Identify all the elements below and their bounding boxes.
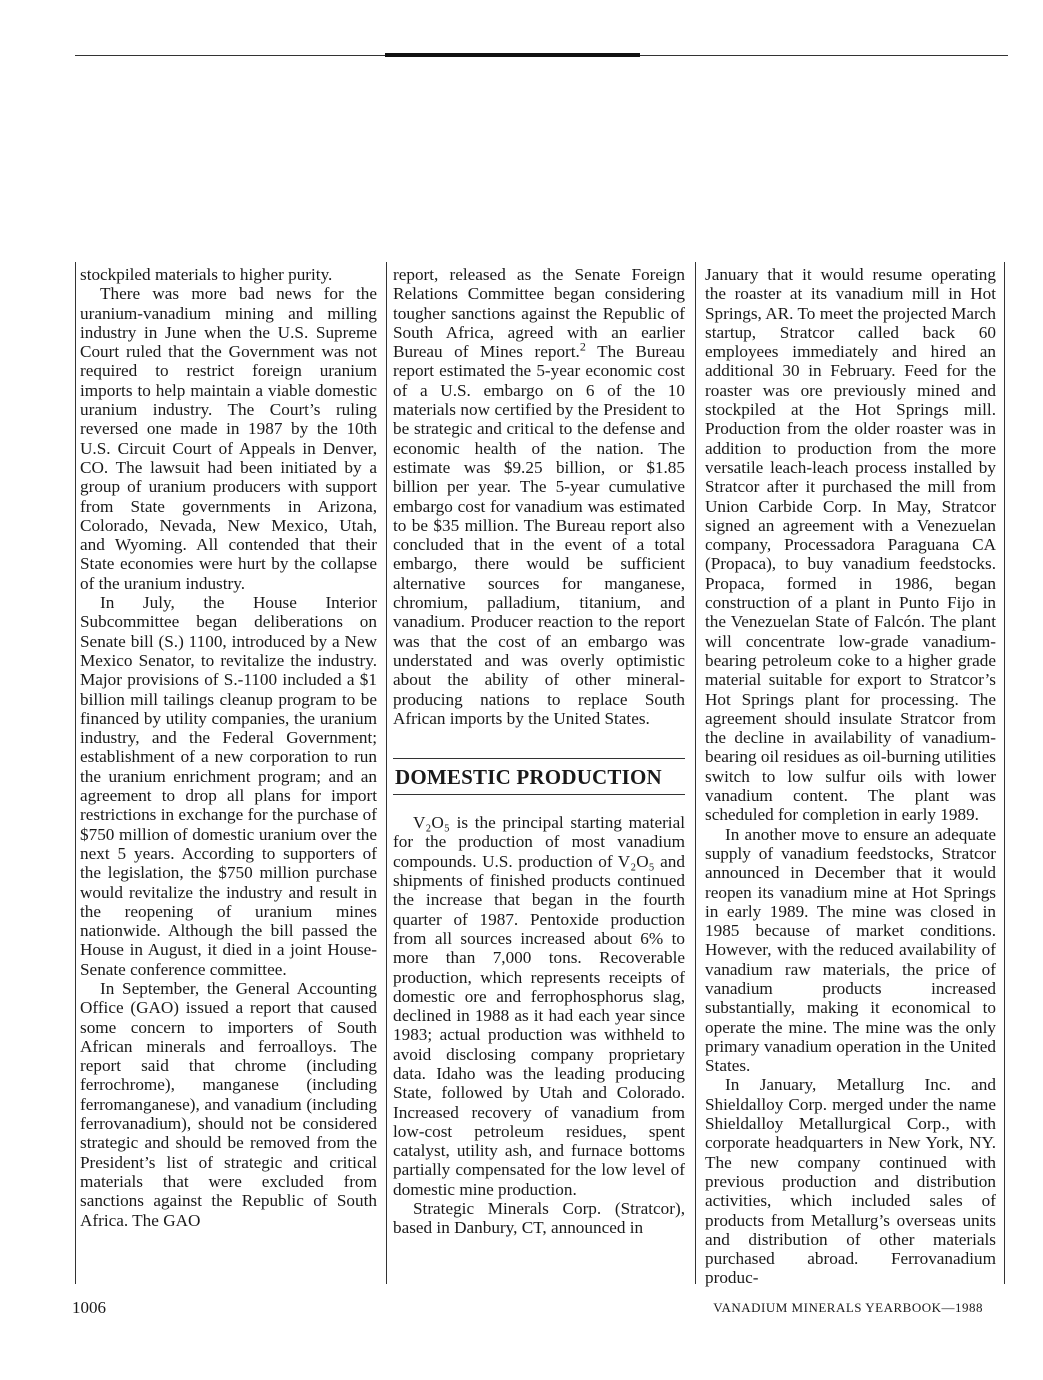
- paragraph-text: is the principal starting material for the production of most vanadium compounds. U.S. production of: [393, 813, 685, 871]
- paragraph: January that it would resume operating the roaster at its vanadium mill in Hot Springs, AR. To meet the projected March startup, Stratcor called back 60 employees immediately and hired an additional 30 in February. Feed for the roaster was ore previously mined and stockpiled at the Hot Springs mill. Production from the older roaster was in addition to production from the more versatile leach-leach process installed by Stratcor after it purchased the mill from Union Carbide Corp. In May, Stratcor signed an agreement with a Venezuelan company, Processadora Paraguana CA (Propaca), to buy vanadium feedstocks. Propaca, formed in 1986, began construction of a plant in Punto Fijo in the Venezuelan State of Falcón. The plant will concentrate low-grade vanadium-bearing petroleum coke to a higher grade material suitable for export to Stratcor’s Hot Springs plant for processing. The agreement should insulate Stratcor from the decline in availability of vanadium-bearing oil residues as oil-burning utilities switch to low sulfur oils with lower vanadium content. The plant was scheduled for completion in early 1989.: [705, 265, 996, 825]
- paragraph: In January, Metallurg Inc. and Shieldalloy Corp. merged under the name Shieldalloy Metallurgical Corp., with corporate headquarters in New York, NY. The new company continued with previous production and distribution activities, which included sales of products from Metallurg’s overseas units and distribution of other materials purchased abroad. Ferrovanadium produc-: [705, 1075, 996, 1288]
- column-divider: [386, 262, 387, 1284]
- text-column-2: [393, 265, 685, 1238]
- text-column-1: [80, 265, 377, 1230]
- footnote-ref: 2: [579, 339, 586, 354]
- paragraph-text: and shipments of finished products continued the increase that began in the fourth quarter of 1987. Pentoxide production from all sources increased about 6% to more than 7,000 tons. Recoverable production, which represents receipts of domestic ore and ferrophosphorus slag, declined in 1988 as it had each year since 1983; actual production was withheld to avoid disclosing company proprietary data. Idaho was the leading producing State, followed by Utah and Colorado. Increased recovery of vanadium from low-cost petroleum residues, spent catalyst, utility ash, and furnace bottoms partially compensated for the low level of domestic mine production.: [393, 851, 685, 1199]
- paragraph-text: report, released as the Senate Foreign Relations Committee began considering tougher sanctions against the Republic of South Africa, agreed with an earlier Bureau of Mines report.: [393, 265, 685, 362]
- paragraph: Strategic Minerals Corp. (Stratcor), based in Danbury, CT, announced in: [393, 1199, 685, 1238]
- page-number: 1006: [72, 1298, 106, 1317]
- paragraph: [393, 813, 685, 1199]
- paragraph: In September, the General Accounting Office (GAO) issued a report that caused some concern to importers of South African minerals and ferroalloys. The report said that chrome (including ferrochrome), manganese (including ferromanganese), and vanadium (including ferrovanadium), should not be considered strategic and should be removed from the President’s list of strategic and critical materials that were excluded from sanctions against the Republic of South Africa. The GAO: [80, 978, 377, 1230]
- paragraph: stockpiled materials to higher purity.: [80, 265, 333, 284]
- paragraph: [393, 265, 685, 728]
- column-divider: [695, 262, 696, 1284]
- paragraph: In another move to ensure an adequate supply of vanadium feedstocks, Stratcor announced in December that it would reopen its vanadium mine at Hot Springs in early 1989. The mine was closed in 1985 because of market conditions. However, with the reduced availability of vanadium raw materials, the price of vanadium products increased substantially, making it economical to operate the mine. The mine was the only primary vanadium operation in the United States.: [705, 824, 996, 1076]
- running-title: VANADIUM MINERALS YEARBOOK—1988: [713, 1300, 983, 1315]
- column-divider: [75, 262, 76, 1284]
- paragraph: In July, the House Interior Subcommittee began deliberations on Senate bill (S.) 1100, introduced by a New Mexico Senator, to revitalize the industry. Major provisions of S.-1100 included a $1 billion mill tailings cleanup program to be financed by utility companies, the uranium industry, and the Federal Government; establishment of a new corporation to run the uranium enrichment program; and an agreement to drop all plans for import restrictions in exchange for the purchase of $750 million of domestic uranium over the next 5 years. According to supporters of the legislation, the $750 million purchase would revitalize the industry and result in the reopening of uranium mines nationwide. Although the bill passed the House in August, it died in a joint House-Senate conference committee.: [80, 593, 377, 979]
- text-column-3: [705, 265, 996, 1288]
- section-heading: DOMESTIC PRODUCTION: [393, 758, 685, 795]
- formula: V₂O₅: [617, 851, 655, 871]
- formula: V₂O₅: [413, 813, 450, 833]
- column-divider: [1004, 262, 1005, 1284]
- paragraph: There was more bad news for the uranium-vanadium mining and milling industry in June when the U.S. Supreme Court ruled that the Government was not required to restrict foreign uranium imports to help maintain a viable domestic uranium industry. The Court’s ruling reversed one made in 1987 by the 10th U.S. Circuit Court of Appeals in Denver, CO. The lawsuit had been initiated by a group of uranium producers with support from State governments in Arizona, Colorado, Nevada, New Mexico, Utah, and Wyoming. All contended that their State economies were hurt by the collapse of the uranium industry.: [80, 284, 377, 593]
- top-rule-accent: [385, 53, 640, 57]
- paragraph-text: The Bureau report estimated the 5-year economic cost of a U.S. embargo on 6 of the 10 materials now certified by the President to be strategic and critical to the defense and economic health of the nation. The estimate was $9.25 billion, or $1.85 billion per year. The 5-year cumulative embargo cost for vanadium was estimated to be $35 million. The Bureau report also concluded that in the event of a total embargo, there would be sufficient alternative sources for manganese, chromium, palladium, titanium, and vanadium. Producer reaction to the report was that the cost of an embargo was understated and was overly optimistic about the ability of other mineral-producing nations to replace South African imports by the United States.: [393, 342, 685, 728]
